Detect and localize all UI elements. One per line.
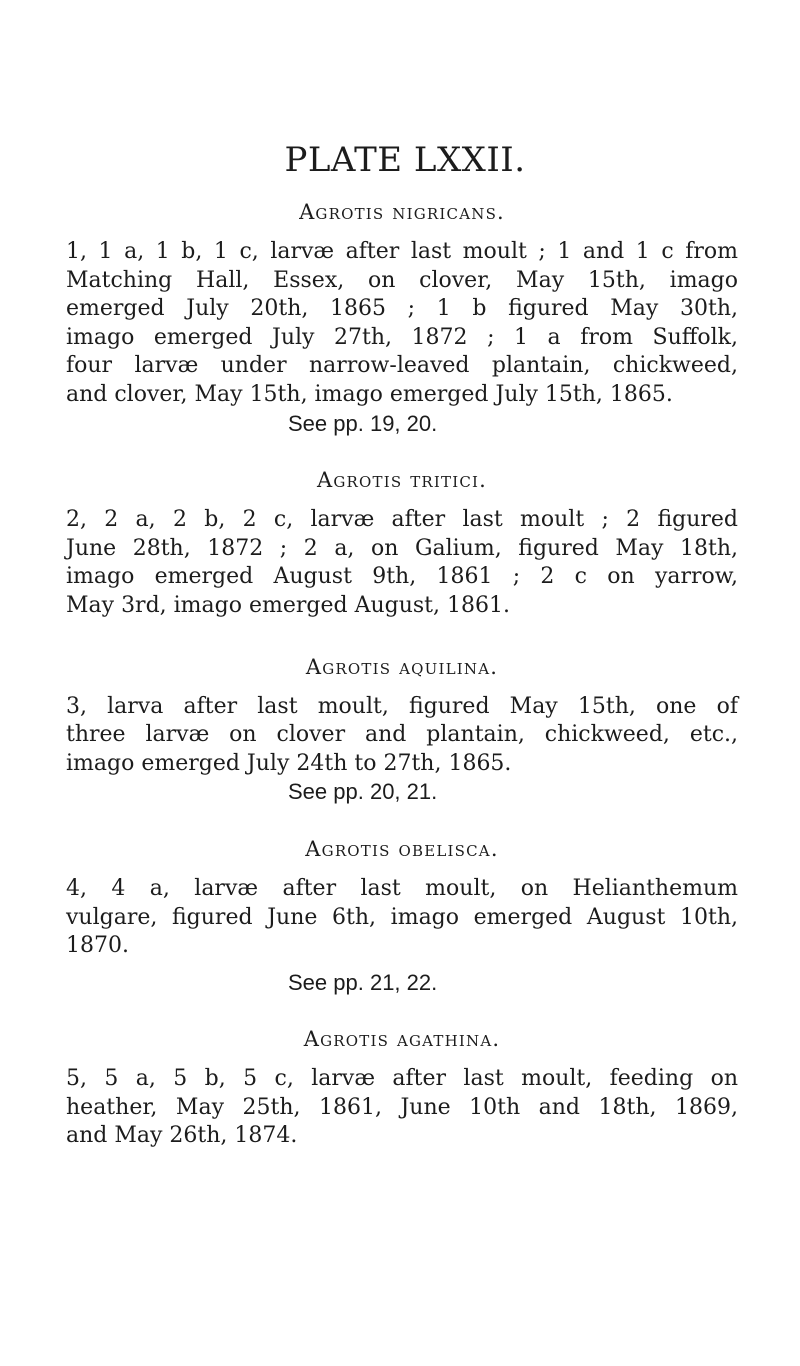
text-line: and May 26th, 1874. bbox=[66, 1123, 298, 1149]
document-page bbox=[66, 140, 738, 1181]
species-section-obelisca bbox=[66, 837, 738, 997]
text-line: Matching Hall, Essex, on clover, May 15th, imago bbox=[66, 267, 738, 293]
text-line: 1, 1 a, 1 b, 1 c, larvæ after last moult ; 1 and 1 c from bbox=[66, 239, 738, 264]
species-description bbox=[66, 238, 738, 410]
species-description bbox=[66, 506, 738, 620]
species-heading: Agrotis nigricans. bbox=[299, 200, 505, 224]
species-section-nigricans bbox=[66, 200, 738, 438]
species-description bbox=[66, 693, 738, 779]
species-heading: Agrotis aquilina. bbox=[305, 654, 499, 679]
species-heading: Agrotis tritici. bbox=[316, 468, 488, 493]
species-section-tritici bbox=[66, 468, 738, 620]
text-line: heather, May 25th, 1861, June 10th and 18th, 1869, bbox=[66, 1094, 738, 1120]
page-reference: See pp. 20, 21. bbox=[288, 779, 438, 805]
text-line: 4, 4 a, larvæ after last moult, on Helianthemum bbox=[66, 875, 738, 901]
text-line: four larvæ under narrow-leaved plantain, chickweed, bbox=[66, 353, 738, 379]
text-line: three larvæ on clover and plantain, chickweed, etc., bbox=[66, 722, 738, 748]
text-line: vulgare, figured June 6th, imago emerged August 10th, bbox=[66, 904, 738, 930]
page-reference: See pp. 19, 20. bbox=[288, 410, 438, 436]
text-line: imago emerged July 24th to 27th, 1865. bbox=[66, 750, 512, 776]
species-section-agathina bbox=[66, 1027, 738, 1151]
species-section-aquilina bbox=[66, 655, 738, 807]
text-line: 5, 5 a, 5 b, 5 c, larvæ after last moult, feeding on bbox=[66, 1066, 738, 1092]
text-line: 2, 2 a, 2 b, 2 c, larvæ after last moult ; 2 figured bbox=[66, 507, 738, 533]
text-line: emerged July 20th, 1865 ; 1 b figured May 30th, bbox=[66, 296, 738, 322]
species-description bbox=[66, 875, 738, 961]
text-line: imago emerged August 9th, 1861 ; 2 c on yarrow, bbox=[66, 564, 738, 590]
text-line: imago emerged July 27th, 1872 ; 1 a from Suffolk, bbox=[66, 324, 738, 350]
page-reference: See pp. 21, 22. bbox=[288, 969, 438, 995]
species-heading: Agrotis obelisca. bbox=[305, 836, 499, 861]
text-line: June 28th, 1872 ; 2 a, on Galium, figured May 18th, bbox=[66, 535, 738, 561]
text-line: 3, larva after last moult, figured May 15th, one of bbox=[66, 693, 738, 719]
text-line: and clover, May 15th, imago emerged July 15th, 1865. bbox=[66, 381, 673, 407]
plate-title: PLATE LXXII. bbox=[284, 140, 526, 180]
text-line: May 3rd, imago emerged August, 1861. bbox=[66, 592, 510, 618]
species-description bbox=[66, 1065, 738, 1151]
species-heading: Agrotis agathina. bbox=[303, 1027, 501, 1052]
text-line: 1870. bbox=[66, 933, 129, 959]
